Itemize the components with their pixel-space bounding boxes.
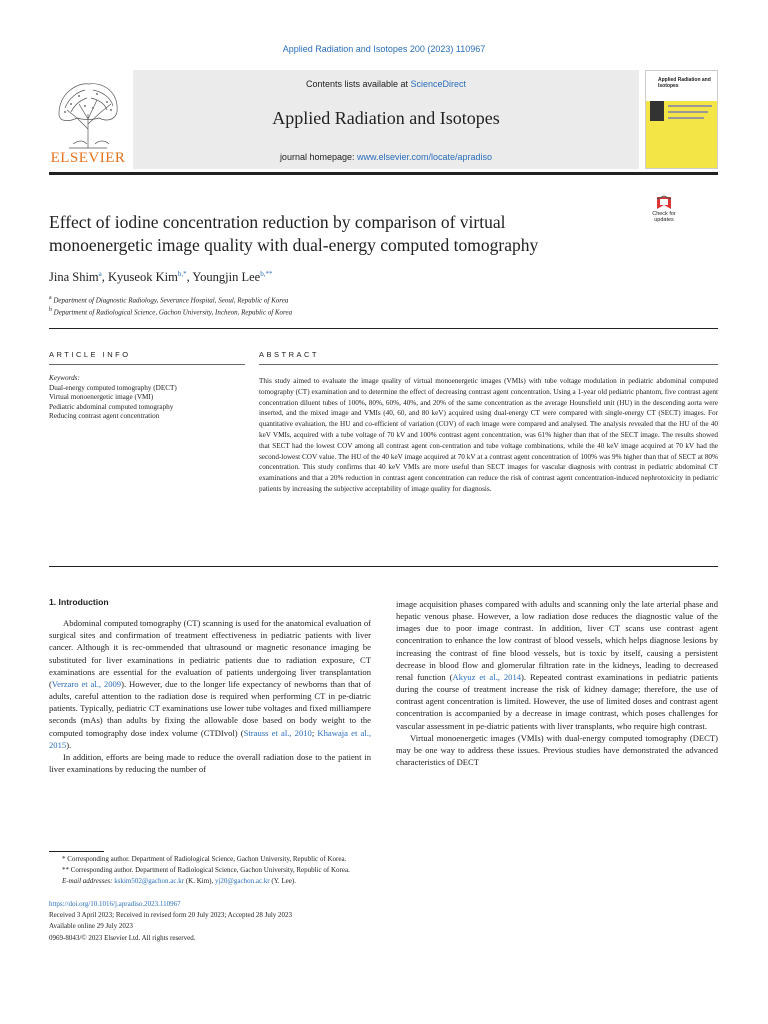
journal-citation-link[interactable]: Applied Radiation and Isotopes 200 (2023) 110967: [282, 44, 486, 54]
publication-info: [49, 899, 718, 944]
citation-link[interactable]: Akyuz et al., 2014: [452, 671, 522, 682]
divider: [49, 566, 718, 567]
email-link[interactable]: yj20@gachon.ac.kr: [214, 877, 270, 886]
journal-cover-thumbnail[interactable]: [645, 70, 718, 169]
received-dates: Received 3 April 2023; Received in revised form 20 July 2023; Accepted 28 July 2023: [49, 911, 293, 920]
footnotes: [49, 854, 718, 888]
publisher-name: ELSEVIER: [50, 150, 126, 166]
copyright: 0969-8043/© 2023 Elsevier Ltd. All rights reserved.: [49, 933, 196, 942]
homepage-link[interactable]: www.elsevier.com/locate/apradiso: [357, 152, 493, 162]
email-link[interactable]: kskim502@gachon.ac.kr: [114, 877, 185, 886]
paragraph: In addition, efforts are being made to reduce the overall radiation dose to the patient in liver examinations by reducing the number of: [49, 751, 371, 775]
header-divider: [49, 172, 718, 175]
footnote-emails: E-mail addresses: kskim502@gachon.ac.kr (K. Kim), yj20@gachon.ac.kr (Y. Lee).: [62, 877, 296, 886]
journal-banner: [133, 70, 639, 169]
paragraph: Virtual monoenergetic images (VMIs) with dual-energy computed tomography (DECT) may be one way to address these issues. Previous studies have demonstrated the advanced characteristics of DECT: [396, 732, 718, 768]
contents-prefix: Contents lists available at: [305, 79, 411, 89]
paragraph: image acquisition phases compared with adults and scanning only the late arterial phase and hepatic venous phase. However, a low radiation dose reduces the diagnostic value of the images due to poor image contrast. In addition, liver CT scans use contrast agent concentration to enhance the low contrast of blood vessels, which helps diagnose lesions by increasing the contrast of fine blood vessels, but is toxic by itself, causing a persistent decrease in blood flow and glomerular filtration rate in the kidneys, leading to decreased renal function (Akyuz et al., 2014). Repeated contrast examinations in pediatric patients during the course of treatment increase the risk of kidney damage; therefore, the use of contrast agent concentration is limited. However, the use of limited doses and contrast agent concentration is accompanied by a decrease in image contrast, which poses challenges for vascular assessment in pe-diatric patients with liver transplants, who require high contrast.: [396, 599, 718, 731]
citation-link[interactable]: Khawaja et al., 2015: [49, 727, 371, 750]
sciencedirect-link[interactable]: ScienceDirect: [410, 79, 467, 89]
keywords-block: [49, 374, 249, 422]
article-title: Effect of iodine concentration reduction by comparison of virtual monoenergetic image quality with dual-energy computed tomography: [49, 212, 539, 255]
keyword-item: Reducing contrast agent concentration: [49, 412, 160, 421]
divider: [49, 328, 718, 329]
contents-line: [133, 79, 639, 89]
journal-header: [49, 70, 718, 169]
abstract-heading: ABSTRACT: [259, 350, 320, 359]
crossmark-label[interactable]: Check for updates: [652, 211, 676, 223]
affiliation-b: $^b$ Department of Radiological Science, Gachon University, Incheon, Republic of Korea: [49, 307, 293, 317]
keyword-item: Dual-energy computed tomography (DECT): [49, 383, 177, 392]
footnote-corresponding-2: ** Corresponding author. Department of Radiological Science, Gachon University, Republic of Korea.: [62, 866, 350, 875]
journal-name: Applied Radiation and Isotopes: [272, 108, 500, 128]
author-2[interactable]: Kyuseok Kim$^{b,*}$: [108, 270, 187, 285]
affiliation-a: $^a$ Department of Diagnostic Radiology, Severance Hospital, Seoul, Republic of Korea: [49, 295, 289, 305]
author-1[interactable]: Jina Shim$^a$: [49, 270, 102, 285]
author-3[interactable]: Youngjin Lee$^{b,**}$: [192, 270, 273, 285]
footnote-corresponding-1: * Corresponding author. Department of Radiological Science, Gachon University, Republic of Korea.: [62, 855, 347, 863]
keyword-item: Pediatric abdominal computed tomography: [49, 402, 174, 411]
article-info-heading: ARTICLE INFO: [49, 350, 131, 359]
section-title: 1. Introduction: [49, 597, 109, 607]
available-online: Available online 29 July 2023: [49, 922, 133, 931]
citation-link[interactable]: Verzaro et al., 2009: [51, 678, 122, 689]
journal-homepage: [133, 152, 639, 162]
abstract-text: This study aimed to evaluate the image quality of virtual monoenergetic images (VMIs) with tube voltage modulation in pediatric abdominal computed tomography (CT) examination and to determine the effect of decreasing contrast agent concentration. Using a 1-year old pediatric phantom, five contrast agent concentration diluent tubes of 100%, 80%, 60%, 40%, and 20% of the same concentration as the average Hounsfield unit (HU) in the descending aorta were inserted, and the mixed image and VMIs (40, 60, and 80 keV) acquired using dual-energy CT were compared with single-energy CT (SECT) images. For quantitative evaluation, the HU and co-efficient of variation (COV) of each image were compared and analysed. The analysis revealed that the HU of the 40 keV VMIs, acquired with a tube voltage of 70 kV and 100% contrast agent concentration, was 61% higher than that of the SECT image. The results showed that SECT had the lowest COV among all contrast agent con-centration and tube voltage combinations, while the 40 keV image acquired at 70 kV had the second-lowest COV value. The HU of the 40 keV image acquired at 70 kV at a contrast agent concentration of 100% was 9% higher than that of SECT at 80% concentration. This study confirms that 40 keV VMIs are more useful than SECT images for vascular diagnosis with contrast in pediatric abdominal CT examinations and that a 20% reduction in contrast agent concentration can reduce the risk of contrast agent concentration-induced nephrotoxicity in pediatric patients by increasing the subjective acceptability of image quality for diagnosis.: [259, 377, 718, 493]
cover-title: Applied Radiation and Isotopes: [658, 77, 711, 89]
body-column-left: [49, 596, 371, 775]
keywords-label: Keywords:: [49, 374, 80, 382]
body-column-right: [396, 598, 718, 768]
author-list: Jina Shim$^a$, Kyuseok Kim$^{b,*}$, Youngjin Lee$^{b,**}$: [49, 270, 273, 285]
homepage-label: journal homepage:: [279, 152, 357, 162]
doi-link[interactable]: https://doi.org/10.1016/j.apradiso.2023.110967: [49, 900, 181, 908]
keyword-item: Virtual monoenergetic image (VMI): [49, 393, 154, 402]
citation-link[interactable]: Strauss et al., 2010: [243, 727, 312, 738]
paragraph: Abdominal computed tomography (CT) scanning is used for the anatomical evaluation of surgical sites and confirmation of treatment effectiveness in pediatric patients with liver cancer. Although it is rec-ommended that ultrasound or magnetic resonance imaging be substituted for liver examinations in pediatric patients due to radiation exposure, CT examinations are essential for the evaluation of patients undergoing liver transplantation (Verzaro et al., 2009). However, due to the longer life expectancy of newborns than that of adults, careful attention to the radiation dose is required when performing CT in pe-diatric patients. Typically, pediatric CT examinations use lower tube voltages and fixed milliampere seconds (mAs) than adults by fixing the allowable dose based on body weight to the computed tomography dose index volume (CTDIvol) (Strauss et al., 2010; Khawaja et al., 2015).: [49, 618, 371, 750]
